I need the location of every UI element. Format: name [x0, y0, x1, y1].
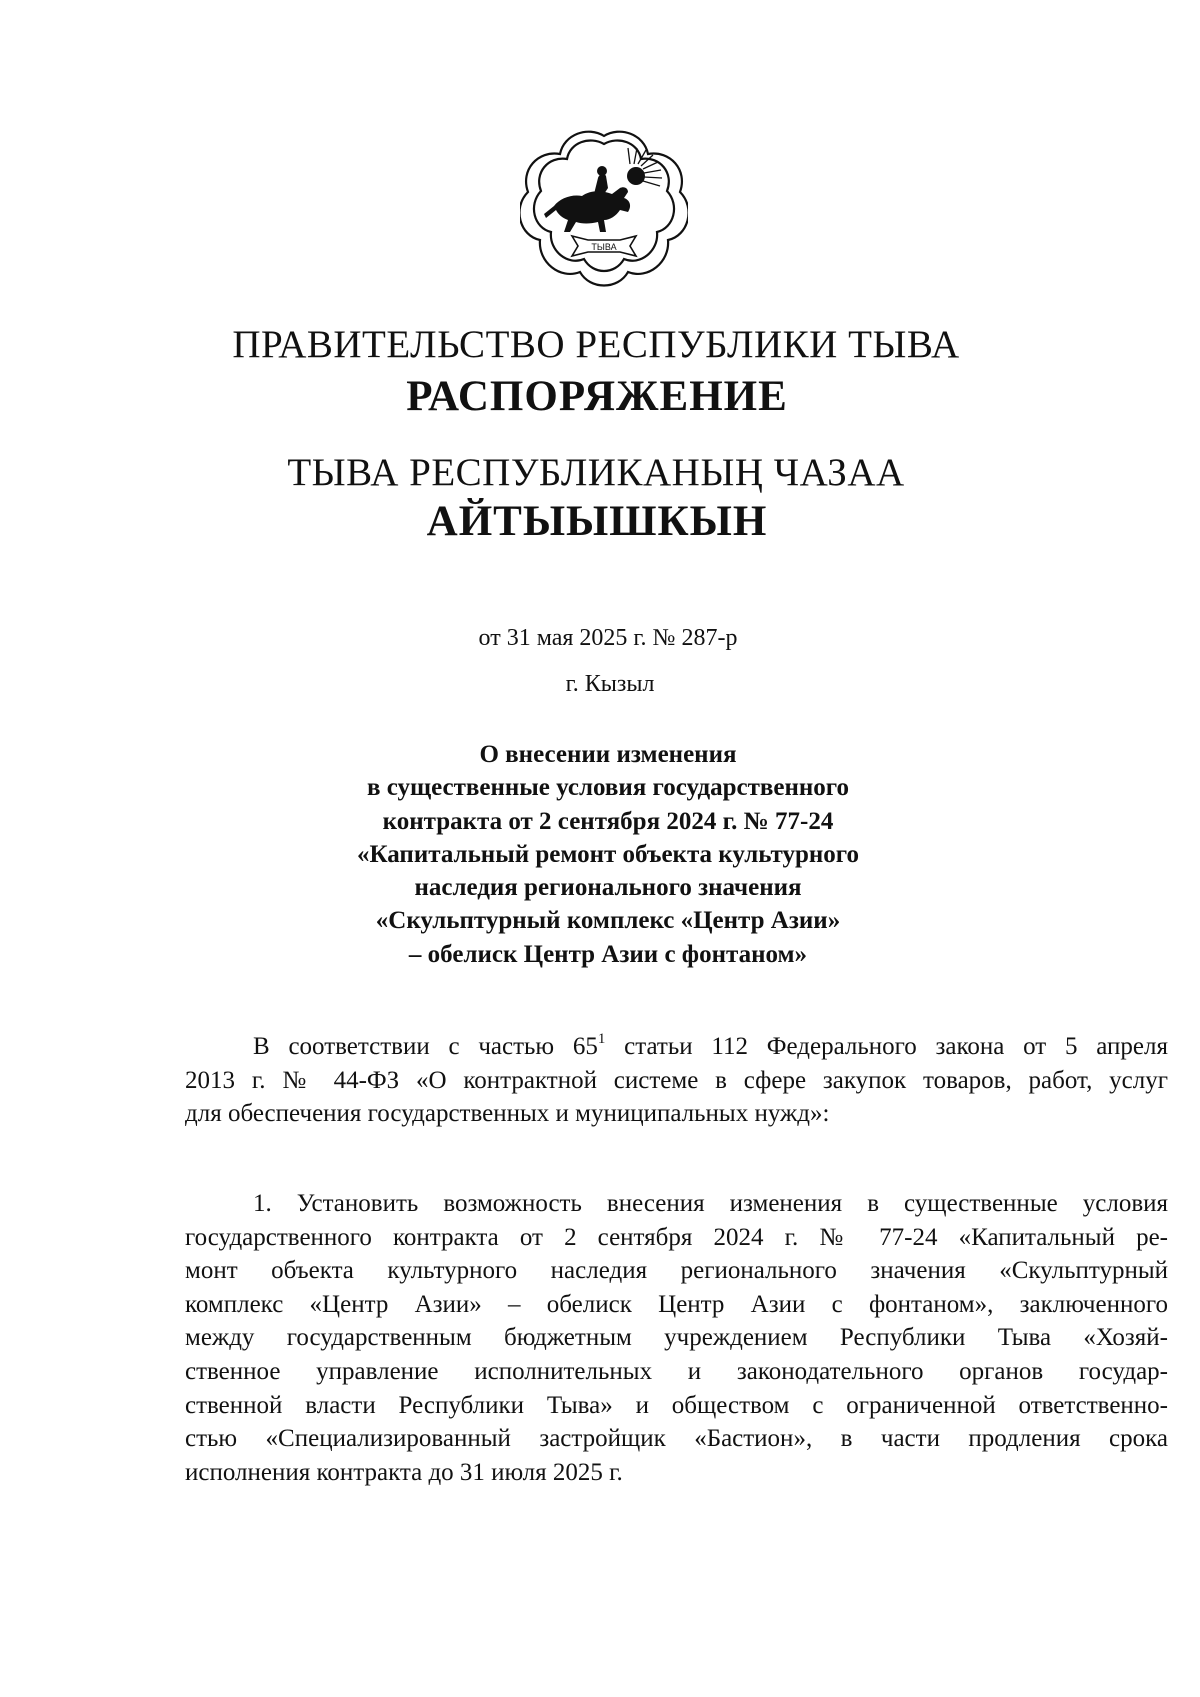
- clause-line: ственное управление исполнительных и законодательного органов государ-: [185, 1357, 1168, 1385]
- document-date-number: от 31 мая 2025 г. № 287-р: [478, 625, 738, 651]
- title-line: «Капитальный ремонт объекта культурного: [356, 840, 860, 868]
- title-line: наследия регионального значения: [414, 874, 802, 902]
- preamble-text: В соответствии с частью 65: [253, 1033, 598, 1060]
- preamble-paragraph: [185, 1030, 1168, 1131]
- government-name-tv: ТЫВА РЕСПУБЛИКАНЫҢ ЧАЗАА: [287, 451, 905, 494]
- government-name-ru: ПРАВИТЕЛЬСТВО РЕСПУБЛИКИ ТЫВА: [232, 323, 960, 366]
- clause-line: между государственным бюджетным учреждением Республики Тыва «Хозяй-: [185, 1324, 1168, 1352]
- clause-line: ственной власти Республики Тыва» и обществом с ограниченной ответственно-: [185, 1391, 1168, 1419]
- preamble-text: статьи 112 Федерального закона от 5 апреля: [605, 1033, 1168, 1060]
- clause-line: государственного контракта от 2 сентября 2024 г. № 77-24 «Капитальный ре-: [185, 1223, 1168, 1251]
- title-line: «Скульптурный комплекс «Центр Азии»: [375, 907, 841, 935]
- preamble-line: для обеспечения государственных и муниципальных нужд»:: [185, 1100, 830, 1128]
- preamble-line: [185, 1030, 1168, 1064]
- document-title: [8, 738, 1200, 971]
- title-line: в существенные условия государственного: [366, 774, 850, 802]
- clause-1-paragraph: [185, 1187, 1168, 1489]
- act-type-tv: АЙТЫЫШКЫН: [426, 498, 768, 545]
- clause-line: комплекс «Центр Азии» – обелиск Центр Азии с фонтаном», заключенного: [185, 1290, 1168, 1318]
- clause-line: 1. Установить возможность внесения изменения в существенные условия: [253, 1190, 1168, 1217]
- emblem-ribbon-text: ТЫВА: [591, 242, 617, 252]
- title-line: О внесении изменения: [479, 741, 737, 768]
- document-city: г. Кызыл: [565, 671, 655, 697]
- preamble-line: 2013 г. № 44-ФЗ «О контрактной системе в сфере закупок товаров, работ, услуг: [185, 1066, 1168, 1094]
- clause-line: стью «Специализированный застройщик «Бастион», в части продления срока: [185, 1425, 1168, 1453]
- clause-line: монт объекта культурного наследия регионального значения «Скульптурный: [185, 1257, 1168, 1285]
- act-type-ru: РАСПОРЯЖЕНИЕ: [406, 373, 788, 420]
- title-line: – обелиск Центр Азии с фонтаном»: [408, 940, 808, 968]
- title-line: контракта от 2 сентября 2024 г. № 77-24: [382, 807, 834, 835]
- superscript: 1: [597, 1031, 606, 1047]
- tuva-emblem-icon: [520, 128, 688, 288]
- clause-line: исполнения контракта до 31 июля 2025 г.: [185, 1458, 623, 1486]
